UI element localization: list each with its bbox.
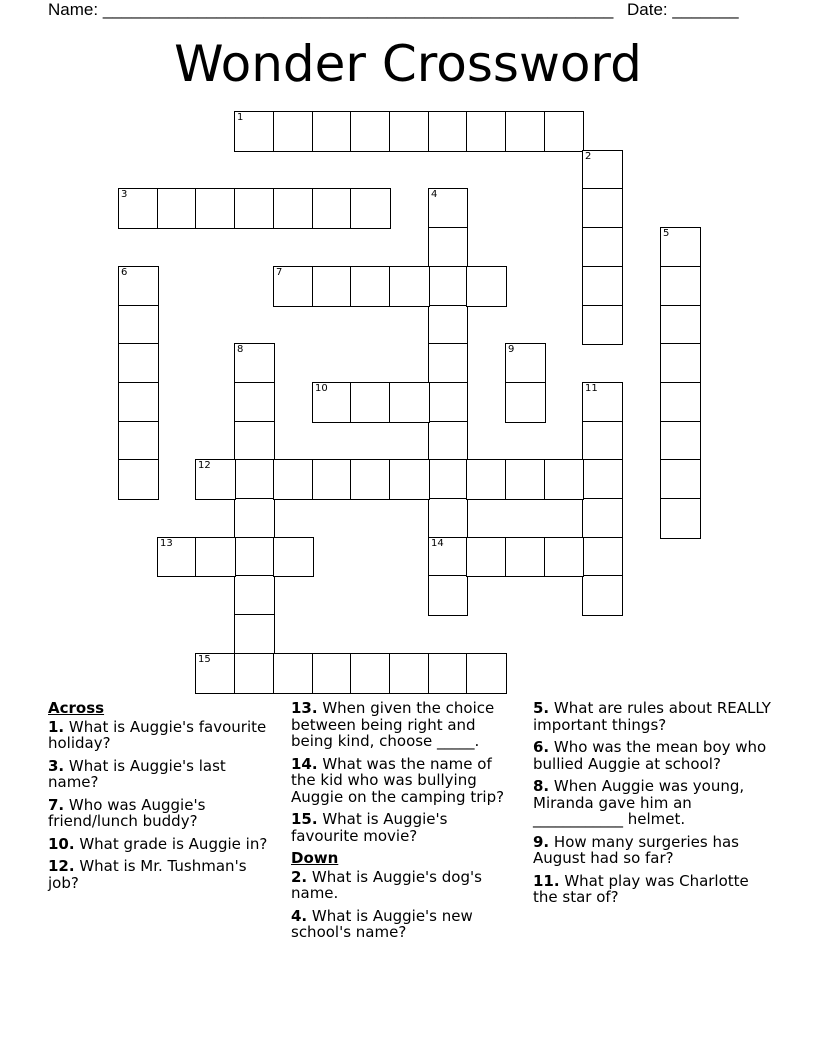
clue-item-text: Who was the mean boy who bullied Auggie at school? [533, 738, 767, 773]
grid-cell[interactable] [234, 537, 275, 577]
clue-item-text: What is Auggie's favourite movie? [291, 810, 448, 845]
grid-cell[interactable] [389, 382, 430, 423]
clue-item-text: How many surgeries has August had so far? [533, 832, 739, 867]
clue-item-number: 11. [533, 871, 560, 890]
grid-cell[interactable] [582, 498, 623, 539]
grid-cell[interactable] [234, 575, 275, 616]
clue-item [48, 797, 276, 830]
clue-item-text: What is Auggie's last name? [48, 756, 226, 791]
clue-number: 1 [237, 112, 244, 123]
grid-cell[interactable] [118, 305, 159, 345]
grid-cell[interactable] [428, 305, 468, 345]
grid-cell[interactable] [273, 653, 314, 694]
grid-cell[interactable] [428, 421, 468, 461]
grid-cell[interactable] [195, 537, 236, 577]
clue-item [48, 836, 276, 853]
grid-cell[interactable] [466, 459, 507, 500]
grid-cell[interactable] [582, 305, 623, 345]
grid-cell[interactable] [505, 382, 546, 423]
clues-column-2 [291, 700, 519, 947]
grid-cell[interactable] [118, 188, 159, 229]
clue-item-number: 10. [48, 834, 75, 853]
grid-cell[interactable] [505, 459, 546, 500]
page-title: Wonder Crossword [174, 35, 642, 93]
grid-cell[interactable] [234, 382, 275, 423]
clue-item-text: What is Auggie's favourite holiday? [48, 717, 267, 752]
clue-item [533, 834, 773, 867]
grid-cell[interactable] [389, 266, 430, 307]
clue-item [291, 756, 519, 806]
grid-cell[interactable] [660, 459, 701, 500]
clue-item [291, 811, 519, 844]
clue-item-number: 1. [48, 717, 65, 736]
clue-item-number: 8. [533, 777, 550, 795]
grid-cell[interactable] [234, 498, 275, 539]
grid-cell[interactable] [428, 343, 468, 384]
grid-cell[interactable] [428, 266, 468, 307]
clue-item [48, 858, 276, 891]
clue-number: 4 [431, 189, 438, 200]
grid-cell[interactable] [157, 188, 197, 229]
clue-item-text: When given the choice between being right and being kind, choose _____. [291, 699, 495, 750]
clue-number: 6 [121, 267, 128, 278]
grid-cell[interactable] [428, 459, 468, 500]
clue-item [533, 700, 773, 733]
grid-cell[interactable] [234, 188, 275, 229]
name-blank[interactable]: ______________________________________________________ [102, 0, 614, 19]
clue-item-text: What was the name of the kid who was bullying Auggie on the camping trip? [291, 754, 505, 806]
grid-cell[interactable] [428, 575, 468, 616]
grid-cell[interactable] [544, 459, 584, 500]
clue-item-number: 15. [291, 810, 318, 828]
grid-cell[interactable] [273, 537, 314, 577]
clue-number: 3 [121, 189, 128, 200]
clue-item [533, 873, 773, 906]
grid-cell[interactable] [660, 343, 701, 384]
clue-item-number: 6. [533, 738, 550, 756]
grid-cell[interactable] [312, 382, 352, 423]
clue-item-number: 9. [533, 832, 550, 851]
grid-cell[interactable] [428, 188, 468, 229]
clue-item [291, 908, 519, 941]
grid-cell[interactable] [428, 111, 468, 152]
clue-item-number: 12. [48, 857, 75, 875]
clues-column-1 [48, 700, 276, 897]
clue-item [48, 758, 276, 791]
clues-column-3 [533, 700, 773, 912]
clue-number: 9 [508, 344, 515, 355]
grid-cell[interactable] [428, 537, 468, 577]
date-label: Date: [627, 0, 668, 19]
grid-cell[interactable] [582, 459, 623, 500]
grid-cell[interactable] [389, 653, 430, 694]
grid-cell[interactable] [195, 188, 236, 229]
clue-item-text: What is Auggie's dog's name. [291, 867, 482, 902]
clue-number: 7 [276, 267, 283, 278]
grid-cell[interactable] [428, 382, 468, 423]
grid-cell[interactable] [350, 266, 391, 307]
grid-cell[interactable] [428, 653, 468, 694]
clue-number: 8 [237, 344, 244, 355]
grid-cell[interactable] [582, 188, 623, 229]
clue-item-number: 7. [48, 795, 65, 814]
grid-cell[interactable] [350, 459, 391, 500]
grid-cell[interactable] [273, 266, 314, 307]
grid-cell[interactable] [582, 150, 623, 190]
grid-cell[interactable] [118, 343, 159, 384]
grid-cell[interactable] [389, 459, 430, 500]
section-heading: Down [291, 849, 339, 867]
clue-number: 12 [198, 460, 211, 471]
grid-cell[interactable] [660, 421, 701, 461]
grid-cell[interactable] [582, 421, 623, 461]
grid-cell[interactable] [234, 421, 275, 461]
grid-cell[interactable] [195, 653, 236, 694]
clue-number: 2 [585, 151, 592, 162]
clue-item-number: 13. [291, 699, 318, 717]
grid-cell[interactable] [660, 266, 701, 307]
grid-cell[interactable] [234, 614, 275, 655]
clue-item-number: 5. [533, 699, 550, 717]
grid-cell[interactable] [195, 459, 236, 500]
clue-item-text: What are rules about REALLY important things? [533, 699, 771, 734]
grid-cell[interactable] [118, 421, 159, 461]
section-heading: Across [48, 699, 105, 717]
clue-item-number: 4. [291, 906, 308, 925]
grid-cell[interactable] [350, 382, 391, 423]
grid-cell[interactable] [273, 188, 314, 229]
clue-item-text: What is Mr. Tushman's job? [48, 857, 247, 892]
clue-item-text: What is Auggie's new school's name? [291, 906, 473, 941]
grid-cell[interactable] [466, 537, 507, 577]
clue-item [533, 739, 773, 772]
clue-item-text: What play was Charlotte the star of? [533, 871, 749, 906]
clue-item-text: What grade is Auggie in? [74, 834, 268, 853]
clue-item-number: 3. [48, 756, 65, 775]
grid-cell[interactable] [582, 227, 623, 268]
grid-cell[interactable] [660, 498, 701, 539]
name-label: Name: [48, 0, 99, 19]
grid-cell[interactable] [273, 459, 314, 500]
grid-cell[interactable] [312, 653, 352, 694]
grid-cell[interactable] [273, 111, 314, 152]
grid-cell[interactable] [582, 266, 623, 307]
clue-item [291, 700, 519, 750]
clue-item [533, 778, 773, 828]
clue-number: 14 [431, 538, 444, 549]
grid-cell[interactable] [234, 343, 275, 384]
grid-cell[interactable] [505, 537, 546, 577]
grid-cell[interactable] [466, 266, 507, 307]
grid-cell[interactable] [312, 266, 352, 307]
grid-cell[interactable] [234, 459, 275, 500]
grid-cell[interactable] [234, 653, 275, 694]
grid-cell[interactable] [505, 111, 546, 152]
grid-cell[interactable] [118, 266, 159, 307]
grid-cell[interactable] [350, 653, 391, 694]
grid-cell[interactable] [660, 382, 701, 423]
grid-cell[interactable] [312, 188, 352, 229]
date-blank[interactable]: _______ [672, 0, 739, 19]
grid-cell[interactable] [428, 227, 468, 268]
clue-item [48, 719, 276, 752]
clue-item-text: When Auggie was young, Miranda gave him an ____________ helmet. [533, 777, 745, 828]
grid-cell[interactable] [234, 111, 275, 152]
grid-cell[interactable] [544, 111, 584, 152]
grid-cell[interactable] [312, 111, 352, 152]
grid-cell[interactable] [350, 111, 391, 152]
grid-cell[interactable] [582, 575, 623, 616]
grid-cell[interactable] [582, 382, 623, 423]
grid-cell[interactable] [389, 111, 430, 152]
grid-cell[interactable] [118, 382, 159, 423]
clue-number: 11 [585, 383, 598, 394]
grid-cell[interactable] [350, 188, 391, 229]
clue-number: 10 [315, 383, 328, 394]
grid-cell[interactable] [466, 111, 507, 152]
grid-cell[interactable] [428, 498, 468, 539]
clue-item-text: Who was Auggie's friend/lunch buddy? [48, 795, 206, 830]
grid-cell[interactable] [157, 537, 197, 577]
grid-cell[interactable] [505, 343, 546, 384]
clue-item [291, 869, 519, 902]
grid-cell[interactable] [544, 537, 584, 577]
clue-number: 15 [198, 654, 211, 665]
grid-cell[interactable] [660, 227, 701, 268]
clue-item-number: 2. [291, 867, 308, 886]
grid-cell[interactable] [312, 459, 352, 500]
grid-cell[interactable] [118, 459, 159, 500]
clue-item-number: 14. [291, 754, 318, 773]
grid-cell[interactable] [660, 305, 701, 345]
grid-cell[interactable] [582, 537, 623, 577]
grid-cell[interactable] [466, 653, 507, 694]
clue-number: 5 [663, 228, 670, 239]
clue-number: 13 [160, 538, 173, 549]
